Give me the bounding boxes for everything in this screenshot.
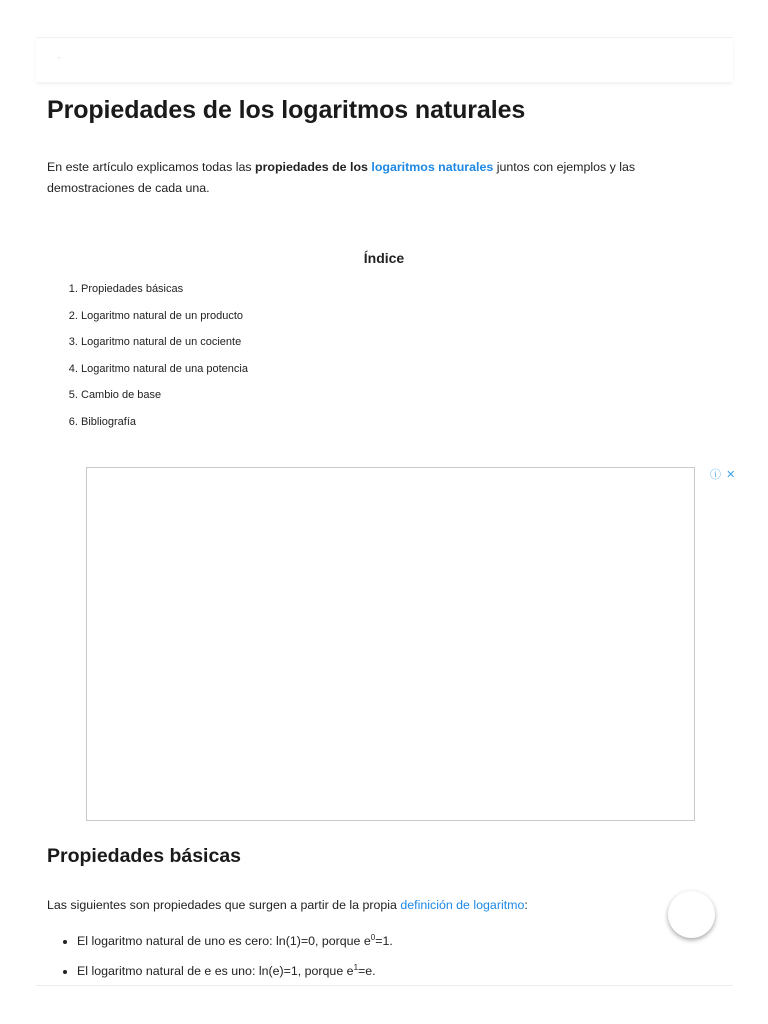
toc-link-producto[interactable]: Logaritmo natural de un producto [81, 309, 244, 322]
list-item [77, 958, 393, 988]
top-bar [36, 37, 733, 82]
section-intro [47, 895, 528, 915]
property-exponent: 0 [370, 933, 376, 942]
ad-close-icon[interactable]: ✕ [726, 469, 737, 481]
intro-text-end: juntos con ejemplos y las demostraciones de cada una. [47, 160, 636, 195]
intro-bold: propiedades de los [255, 160, 372, 174]
intro-paragraph [47, 157, 707, 199]
toc-link-propiedades-basicas[interactable]: Propiedades básicas [81, 283, 184, 295]
toc-heading: Índice [363, 250, 405, 266]
section-intro-text: Las siguientes son propiedades que surgen a partir de la propia [47, 898, 401, 912]
ad-slot[interactable] [86, 467, 695, 821]
property-text: El logaritmo natural de uno es cero: ln(1)=0, porque e [77, 934, 371, 949]
bottom-divider [36, 985, 733, 986]
properties-list [47, 928, 393, 988]
definicion-de-logaritmo-link[interactable]: definición de logaritmo [400, 898, 525, 912]
toc-item [81, 360, 248, 387]
toc-link-potencia[interactable]: Logaritmo natural de una potencia [81, 362, 248, 375]
toc-link-bibliografia[interactable]: Bibliografía [81, 415, 137, 428]
property-text: El logaritmo natural de e es uno: ln(e)=1, porque e [77, 964, 354, 979]
toc-item [81, 386, 248, 413]
property-exponent: 1 [353, 963, 359, 972]
toc-item [81, 333, 248, 360]
top-bar-mark: - [58, 53, 61, 62]
toc-list [36, 280, 248, 440]
toc-item [81, 413, 248, 440]
toc-item [81, 280, 248, 307]
logaritmos-naturales-link[interactable]: logaritmos naturales [371, 160, 494, 174]
section-title-propiedades-basicas: Propiedades básicas [47, 845, 242, 867]
property-tail: =e. [358, 964, 376, 979]
toc-link-cambio-de-base[interactable]: Cambio de base [81, 389, 162, 402]
toc-item [81, 307, 248, 334]
list-item [77, 928, 393, 958]
page-title: Propiedades de los logaritmos naturales [47, 96, 526, 124]
section-intro-end: : [524, 898, 528, 912]
ad-controls [710, 466, 736, 482]
intro-text: En este artículo explicamos todas las [47, 160, 255, 174]
property-tail: =1. [375, 934, 393, 949]
toc-link-cociente[interactable]: Logaritmo natural de un cociente [81, 336, 242, 349]
ad-info-icon[interactable]: ⓘ [710, 469, 722, 481]
floating-action-button[interactable] [668, 891, 715, 938]
